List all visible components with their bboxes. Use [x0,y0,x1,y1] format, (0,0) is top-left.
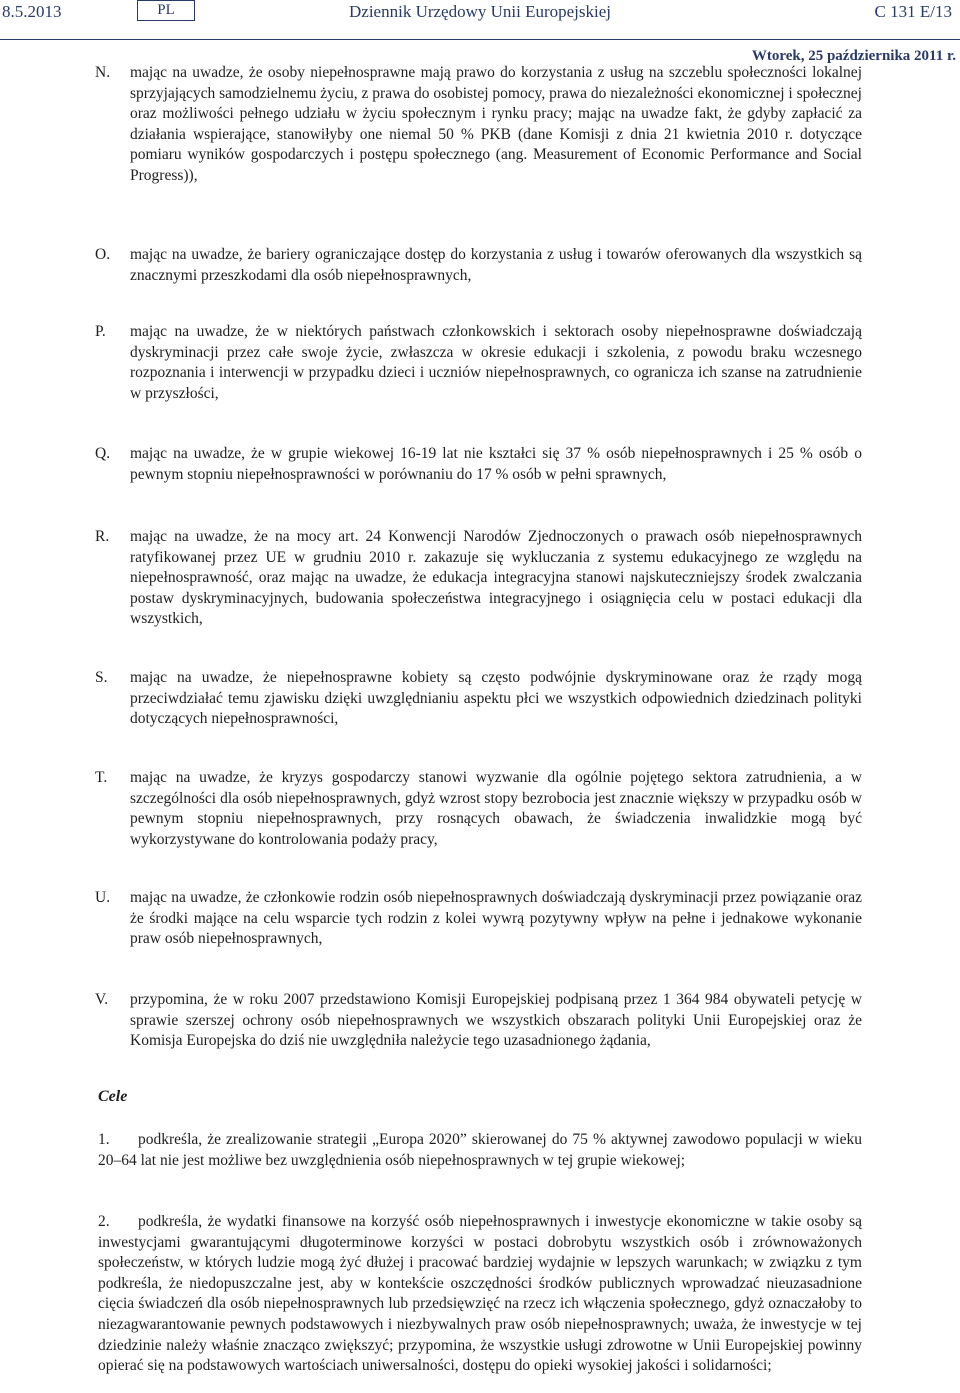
recital-text: mając na uwadze, że kryzys gospodarczy stanowi wyzwanie dla ogólnie pojętego sektora zatrudnienia, a w szczególności dla osób niepełnosprawnych, gdyż wzrost stopy bezrobocia jest znacznie większy w przypadku osób w pewnym stopniu niepełnosprawnych, przy rosnących obawach, że świadczenia inwalidzkie mogą być wykorzystywane do kontrolowania podaży pracy, [130,769,862,848]
language-code-box: PL [137,0,195,21]
recital-item [95,245,862,286]
recital-text: mając na uwadze, że osoby niepełnosprawne mają prawo do korzystania z usług na szczeblu społeczności lokalnej sprzyjających samodzielnemu życiu, z prawa do osobistej pomocy, prawa do niezależności ekonomicznej i społecznej oraz możliwości pełnego udziału w życiu społecznym i rynku pracy; mając na uwadze fakt, że gdyby zapłacić za działania wspierające, stanowiłyby one niemal 50 % PKB (dane Komisji z dnia 21 kwietnia 2010 r. dotyczące pomiaru wyników gospodarczych i postępu społecznego (ang. Measurement of Economic Performance and Social Progress)), [130,64,862,184]
publication-date: 8.5.2013 [2,2,62,21]
paragraph-number: 2. [98,1213,110,1230]
recital-text: mając na uwadze, że bariery ograniczające dostęp do korzystania z usług i towarów oferowanych dla wszystkich są znacznymi przeszkodami dla osób niepełnosprawnych, [130,246,862,284]
paragraph-number: 1. [98,1131,110,1148]
recital-marker: T. [95,769,108,786]
numbered-paragraph [98,1212,862,1377]
paragraph-text: podkreśla, że wydatki finansowe na korzyść osób niepełnosprawnych i inwestycje ekonomiczne w takie osoby są inwestycjami gwarantującymi długoterminowe korzyści w postaci dobrobytu wszystkich osób i zrównoważonych społeczeństw, w których ludzie mogą żyć dłużej i pracować bardziej wydajnie w lepszych warunkach; w związku z tym podkreśla, że niedopuszczalne jest, aby w kontekście oszczędności środków publicznych wprowadzać nieuzasadnione cięcia świadczeń dla osób niepełnosprawnych lub przedsięwzięć na rzecz ich włączenia społecznego, gdyż oznaczałoby to niezagwarantowanie pewnych podstawowych i niezbywalnych praw osób niepełnosprawnych; uważa, że inwestycje w tej dziedzinie należy właśnie znacząco zwiększyć; przypomina, że wszystkie usługi zdrowotne w Unii Europejskiej powinny opierać się na podstawowych wartościach uniwersalności, dostępu do opieki wysokiej jakości i solidarności; [98,1213,862,1375]
recital-marker: P. [95,323,106,340]
recital-item [95,322,862,404]
recital-marker: V. [95,991,109,1008]
recital-marker: N. [95,64,111,81]
section-heading: Cele [98,1088,128,1105]
numbered-paragraph [98,1130,862,1171]
recital-marker: R. [95,528,110,545]
recital-item [95,990,862,1052]
recital-text: mając na uwadze, że w grupie wiekowej 16-19 lat nie kształci się 37 % osób niepełnosprawnych i 25 % osób o pewnym stopniu niepełnosprawności w porównaniu do 17 % osób w pełni sprawnych, [130,445,862,483]
recital-text: mając na uwadze, że członkowie rodzin osób niepełnosprawnych doświadczają dyskryminacji przez powiązanie oraz że środki mające na celu wsparcie tych rodzin z kolei wywrą pozytywny wpływ na pełne i jednakowe wykonanie praw osób niepełnosprawnych, [130,889,862,948]
recital-text: mając na uwadze, że w niektórych państwach członkowskich i sektorach osoby niepełnosprawne doświadczają dyskryminacji przez całe swoje życie, zwłaszcza w okresie edukacji i szkolenia, z powodu braku wczesnego rozpoznania i interwencji w przypadku dzieci i uczniów niepełnosprawnych, co ogranicza ich szanse na zatrudnienie w przyszłości, [130,323,862,402]
recital-marker: O. [95,246,111,263]
recital-item [95,527,862,630]
recital-marker: U. [95,889,111,906]
recital-marker: S. [95,669,108,686]
issue-number: C 131 E/13 [874,2,952,21]
recital-item [95,768,862,850]
recital-text: przypomina, że w roku 2007 przedstawiono Komisji Europejskiej podpisaną przez 1 364 984 obywateli petycję w sprawie szerszej ochrony osób niepełnosprawnych we wszystkich obszarach polityki Unii Europejskiej oraz że Komisja Europejska do dziś nie uwzględniła należycie tego uzasadnionego żądania, [130,991,862,1050]
recital-text: mając na uwadze, że na mocy art. 24 Konwencji Narodów Zjednoczonych o prawach osób niepełnosprawnych ratyfikowanej przez UE w grudniu 2010 r. zakazuje się wykluczania z systemu edukacyjnego ze względu na niepełnosprawność, oraz mając na uwadze, że edukacja integracyjna stanowi najskuteczniejszy środek zwalczania postaw dyskryminacyjnych, budowania społeczeństwa integracyjnego i osiągnięcia celu w postaci edukacji dla wszystkich, [130,528,862,628]
recital-text: mając na uwadze, że niepełnosprawne kobiety są często podwójnie dyskryminowane oraz że rządy mogą przeciwdziałać temu zjawisku dzięki uwzględnianiu aspektu płci we wszystkich odpowiednich dziedzinach polityki dotyczących niepełnosprawności, [130,669,862,728]
recital-item [95,668,862,730]
recital-marker: Q. [95,445,111,462]
recital-item [95,63,862,187]
page-header [0,0,960,44]
recital-item [95,444,862,485]
recital-item [95,888,862,950]
sitting-date: Wtorek, 25 października 2011 r. [751,48,956,64]
paragraph-text: podkreśla, że zrealizowanie strategii „Europa 2020” skierowanej do 75 % aktywnej zawodowo populacji w wieku 20–64 lat nie jest możliwe bez uwzględnienia osób niepełnosprawnych w tej grupie wiekowej; [98,1131,862,1169]
journal-title: Dziennik Urzędowy Unii Europejskiej [349,2,612,21]
header-rule [0,39,960,40]
